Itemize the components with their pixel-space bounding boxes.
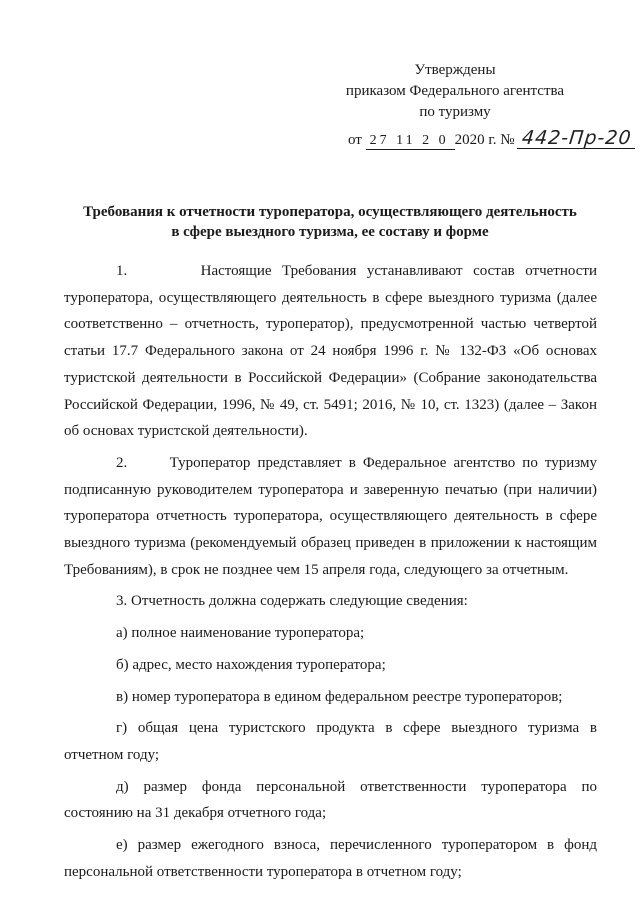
list-item-d: г) общая цена туристского продукта в сфере выездного туризма в отчетном году; bbox=[64, 720, 597, 763]
approval-stamp bbox=[330, 60, 580, 123]
paragraph-3: 3. Отчетность должна содержать следующие сведения: bbox=[116, 593, 468, 610]
paragraph-2: 2. Туроператор представляет в Федеральное агентство по туризму подписанную руководителем туроператора и заверенную печатью (при наличии) туроператора отчетность туроператора, осуществляющего деятельность в сфере выездного туризма (рекомендуемый образец приведен в приложении к настоящим Требованиям), в срок не позднее чем 15 апреля года, следующего за отчетным. bbox=[64, 454, 597, 578]
approval-line-2: приказом Федерального агентства bbox=[345, 83, 565, 99]
order-suffix: 2020 г. № bbox=[454, 132, 515, 148]
list-item-c: в) номер туроператора в едином федеральном реестре туроператоров; bbox=[116, 688, 563, 705]
paragraph-1: 1. Настоящие Требования устанавливают состав отчетности туроператора, осуществляющего деятельность в сфере выездного туризма (далее соответственно – отчетность, туроператор), предусмотренной частью четвертой статьи 17.7 Федерального закона от 24 ноября 1996 г. № 132-ФЗ «Об основах туристской деятельности в Российской Федерации» (Собрание законодательства Российской Федерации, 1996, № 49, ст. 5491; 2016, № 10, ст. 1323) (далее – Закон об основах туристской деятельности). bbox=[64, 263, 597, 440]
list-item-e: д) размер фонда персональной ответственности туроператора по состоянию на 31 декабря отчетного года; bbox=[64, 778, 597, 822]
approval-line-3: по туризму bbox=[419, 104, 491, 120]
document-body bbox=[64, 258, 597, 885]
approval-line-1: Утверждены bbox=[414, 62, 496, 78]
order-line bbox=[348, 128, 636, 150]
order-date: 27 11 2 0 bbox=[366, 133, 455, 150]
order-prefix: от bbox=[348, 132, 362, 148]
list-item-a: а) полное наименование туроператора; bbox=[116, 625, 365, 642]
document-title bbox=[70, 202, 590, 242]
list-item-b: б) адрес, место нахождения туроператора; bbox=[116, 656, 386, 673]
title-line-2: в сфере выездного туризма, ее составу и форме bbox=[171, 224, 489, 240]
list-item-f: е) размер ежегодного взноса, перечисленного туроператором в фонд персональной ответственности туроператора в отчетном году; bbox=[64, 837, 597, 880]
order-number: 442-Пр-20 bbox=[517, 128, 637, 149]
title-line-1: Требования к отчетности туроператора, осуществляющего деятельность bbox=[83, 204, 577, 220]
